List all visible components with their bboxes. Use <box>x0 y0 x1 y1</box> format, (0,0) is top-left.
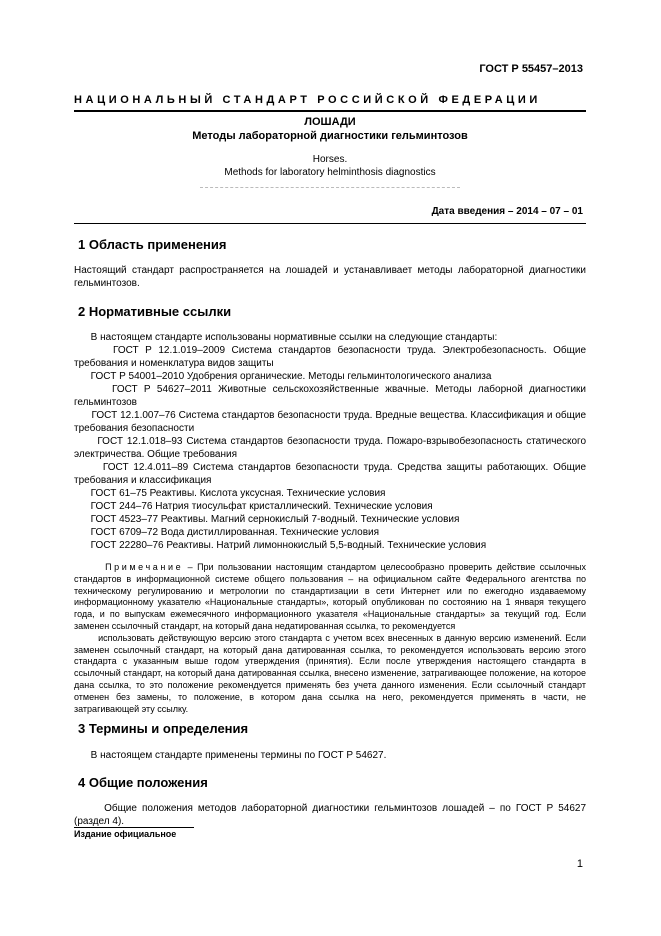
section-1-heading: 1 Область применения <box>78 237 227 252</box>
ref-6 <box>74 461 586 487</box>
ref-text: ГОСТ Р 54627–2011 Животные сельскохозяйственные жвачные. Методы лаборной диагностики гельминтозов <box>74 384 586 408</box>
ref-1 <box>74 344 586 370</box>
note-text-2: использовать действующую версию этого стандарта с учетом всех внесенных в данную версию изменений. Если заменен ссылочный стандарт, на который дана датированная ссылка, то рекомендуется использовать версию этого стандарта с указанным выше годом утверждения (принятия). Если после утверждения настоящего стандарта в ссылочный стандарт, на который дана датированная ссылка, внесено изменение, затрагивающее положение, на которое дана ссылка, то это положение рекомендуется применять без учета данного изменения. Если ссылочный стандарт отменен без замены, то положение, в котором дана ссылка на него, рекомендуется применять в части, не затрагивающей эту ссылку. <box>74 632 586 714</box>
title-divider <box>200 187 460 188</box>
section-4-text <box>74 802 586 828</box>
doc-subtitle: Методы лабораторной диагностики гельминтозов <box>192 130 468 142</box>
edition-rule <box>74 827 194 828</box>
ref-11 <box>74 539 586 552</box>
ref-text: ГОСТ 4523–77 Реактивы. Магний сернокислый 7-водный. Технические условия <box>90 514 460 525</box>
ref-2 <box>74 370 586 383</box>
section-3-text <box>74 749 586 762</box>
note-label: Примечание <box>105 562 184 572</box>
section-4-heading: 4 Общие положения <box>78 775 208 790</box>
ref-text: ГОСТ 22280–76 Реактивы. Натрий лимоннокислый 5,5-водный. Технические условия <box>90 540 487 551</box>
page-number: 1 <box>576 858 583 870</box>
ref-8 <box>74 500 586 513</box>
ref-text: ГОСТ Р 54001–2010 Удобрения органические. Методы гельминтологического анализа <box>90 371 492 382</box>
edition-label: Издание официальное <box>74 829 177 839</box>
section-4-text-content: Общие положения методов лабораторной диагностики гельминтозов лошадей – по ГОСТ Р 54627 (раздел 4). <box>74 803 586 827</box>
section-2-intro-text: В настоящем стандарте использованы нормативные ссылки на следующие стандарты: <box>90 332 498 343</box>
section-1-text-content: Настоящий стандарт распространяется на лошадей и устанавливает методы лабораторной диагностики гельминтозов. <box>74 265 586 289</box>
section-3-heading: 3 Термины и определения <box>78 721 249 736</box>
doc-subtitle-en: Methods for laboratory helminthosis diagnostics <box>224 167 436 178</box>
ref-text: ГОСТ 6709–72 Вода дистиллированная. Технические условия <box>90 527 380 538</box>
section-1-text <box>74 264 586 290</box>
intro-date: Дата введения – 2014 – 07 – 01 <box>431 206 583 217</box>
date-rule <box>74 223 586 224</box>
ref-text: ГОСТ 244–76 Натрия тиосульфат кристаллический. Технические условия <box>90 501 433 512</box>
section-3-text-content: В настоящем стандарте применены термины по ГОСТ Р 54627. <box>90 750 387 761</box>
section-2-intro <box>74 331 586 344</box>
ref-text: ГОСТ 61–75 Реактивы. Кислота уксусная. Технические условия <box>90 488 386 499</box>
doc-title-en: Horses. <box>312 154 348 165</box>
ref-text: ГОСТ 12.1.007–76 Система стандартов безопасности труда. Вредные вещества. Классификация и общие требования безопасности <box>74 410 587 434</box>
doc-number: ГОСТ Р 55457–2013 <box>479 63 583 75</box>
ref-3 <box>74 383 586 409</box>
section-2-note <box>74 562 586 715</box>
ref-text: ГОСТ 12.1.018–93 Система стандартов безопасности труда. Пожаро-взрывобезопасность статического электричества. Общие требования <box>74 436 587 460</box>
note-text: – При пользовании настоящим стандартом целесообразно проверить действие ссылочных стандартов в информационной системе общего пользования – на официальном сайте Федерального агентства по техническому регулированию и метрологии по стандартизации в сети Интернет или по ежегодно издаваемому информационному указателю «Национальные стандарты», который опубликован по состоянию на 1 января текущего года, и по выпускам ежемесячного информационного указателя «Национальные стандарты» за текущий год. Если заменен ссылочный стандарт, на который дана недатированная ссылка, то рекомендуется <box>74 562 586 631</box>
ref-text: ГОСТ Р 12.1.019–2009 Система стандартов безопасности труда. Электробезопасность. Общие требования и номенклатура видов защиты <box>74 345 586 369</box>
doc-title: ЛОШАДИ <box>304 116 356 128</box>
section-2-heading: 2 Нормативные ссылки <box>78 304 232 319</box>
ref-7 <box>74 487 586 500</box>
ref-9 <box>74 513 586 526</box>
header-rule <box>74 110 586 112</box>
ref-4 <box>74 409 586 435</box>
ref-10 <box>74 526 586 539</box>
national-standard-banner: НАЦИОНАЛЬНЫЙ СТАНДАРТ РОССИЙСКОЙ ФЕДЕРАЦИИ <box>74 94 541 106</box>
ref-5 <box>74 435 586 461</box>
ref-text: ГОСТ 12.4.011–89 Система стандартов безопасности труда. Средства защиты работающих. Общие требования и классификация <box>74 462 586 486</box>
